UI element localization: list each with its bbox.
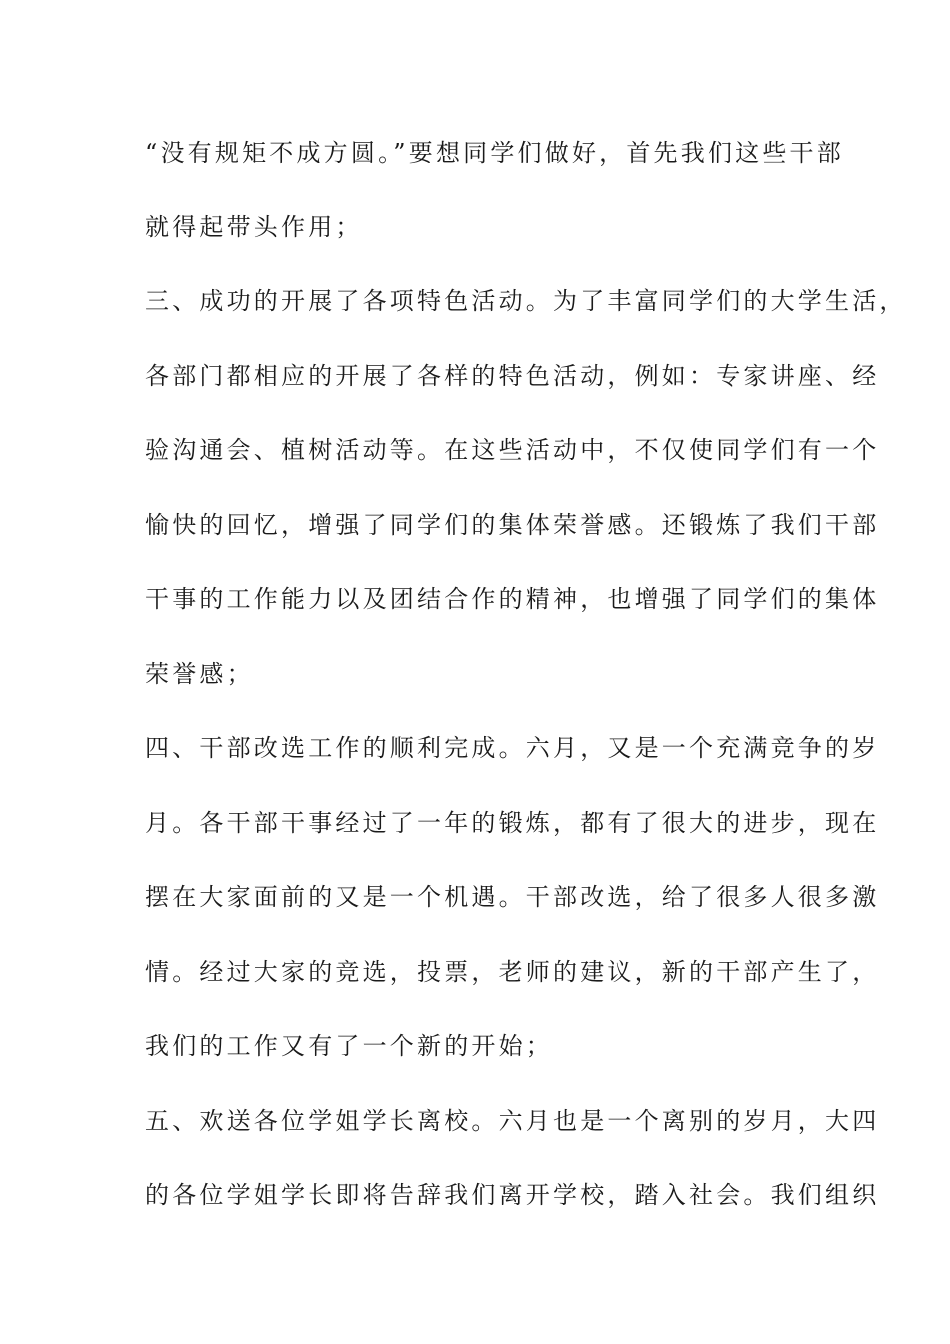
- text-line: 荣誉感；: [145, 660, 254, 688]
- text-line: 五、欢送各位学姐学长离校。六月也是一个离别的岁月，大四: [145, 1107, 880, 1135]
- text-line: 我们的工作又有了一个新的开始；: [145, 1032, 553, 1060]
- text-line: 验沟通会、植树活动等。在这些活动中，不仅使同学们有一个: [145, 436, 880, 464]
- text-line: 各部门都相应的开展了各样的特色活动，例如：专家讲座、经: [145, 362, 880, 390]
- text-line: 干事的工作能力以及团结合作的精神，也增强了同学们的集体: [145, 585, 880, 613]
- text-line: 情。经过大家的竞选，投票，老师的建议，新的干部产生了，: [145, 958, 880, 986]
- text-line: 四、干部改选工作的顺利完成。六月，又是一个充满竞争的岁: [145, 734, 880, 762]
- text-line: 的各位学姐学长即将告辞我们离开学校，踏入社会。我们组织: [145, 1181, 880, 1209]
- text-line: “没有规矩不成方圆。”要想同学们做好，首先我们这些干部: [145, 139, 844, 167]
- text-line: 愉快的回忆，增强了同学们的集体荣誉感。还锻炼了我们干部: [145, 511, 880, 539]
- text-line: 月。各干部干事经过了一年的锻炼，都有了很大的进步，现在: [145, 809, 880, 837]
- text-line: 三、成功的开展了各项特色活动。为了丰富同学们的大学生活，: [145, 287, 907, 315]
- text-line: 摆在大家面前的又是一个机遇。干部改选，给了很多人很多激: [145, 883, 880, 911]
- text-line: 就得起带头作用；: [145, 213, 363, 241]
